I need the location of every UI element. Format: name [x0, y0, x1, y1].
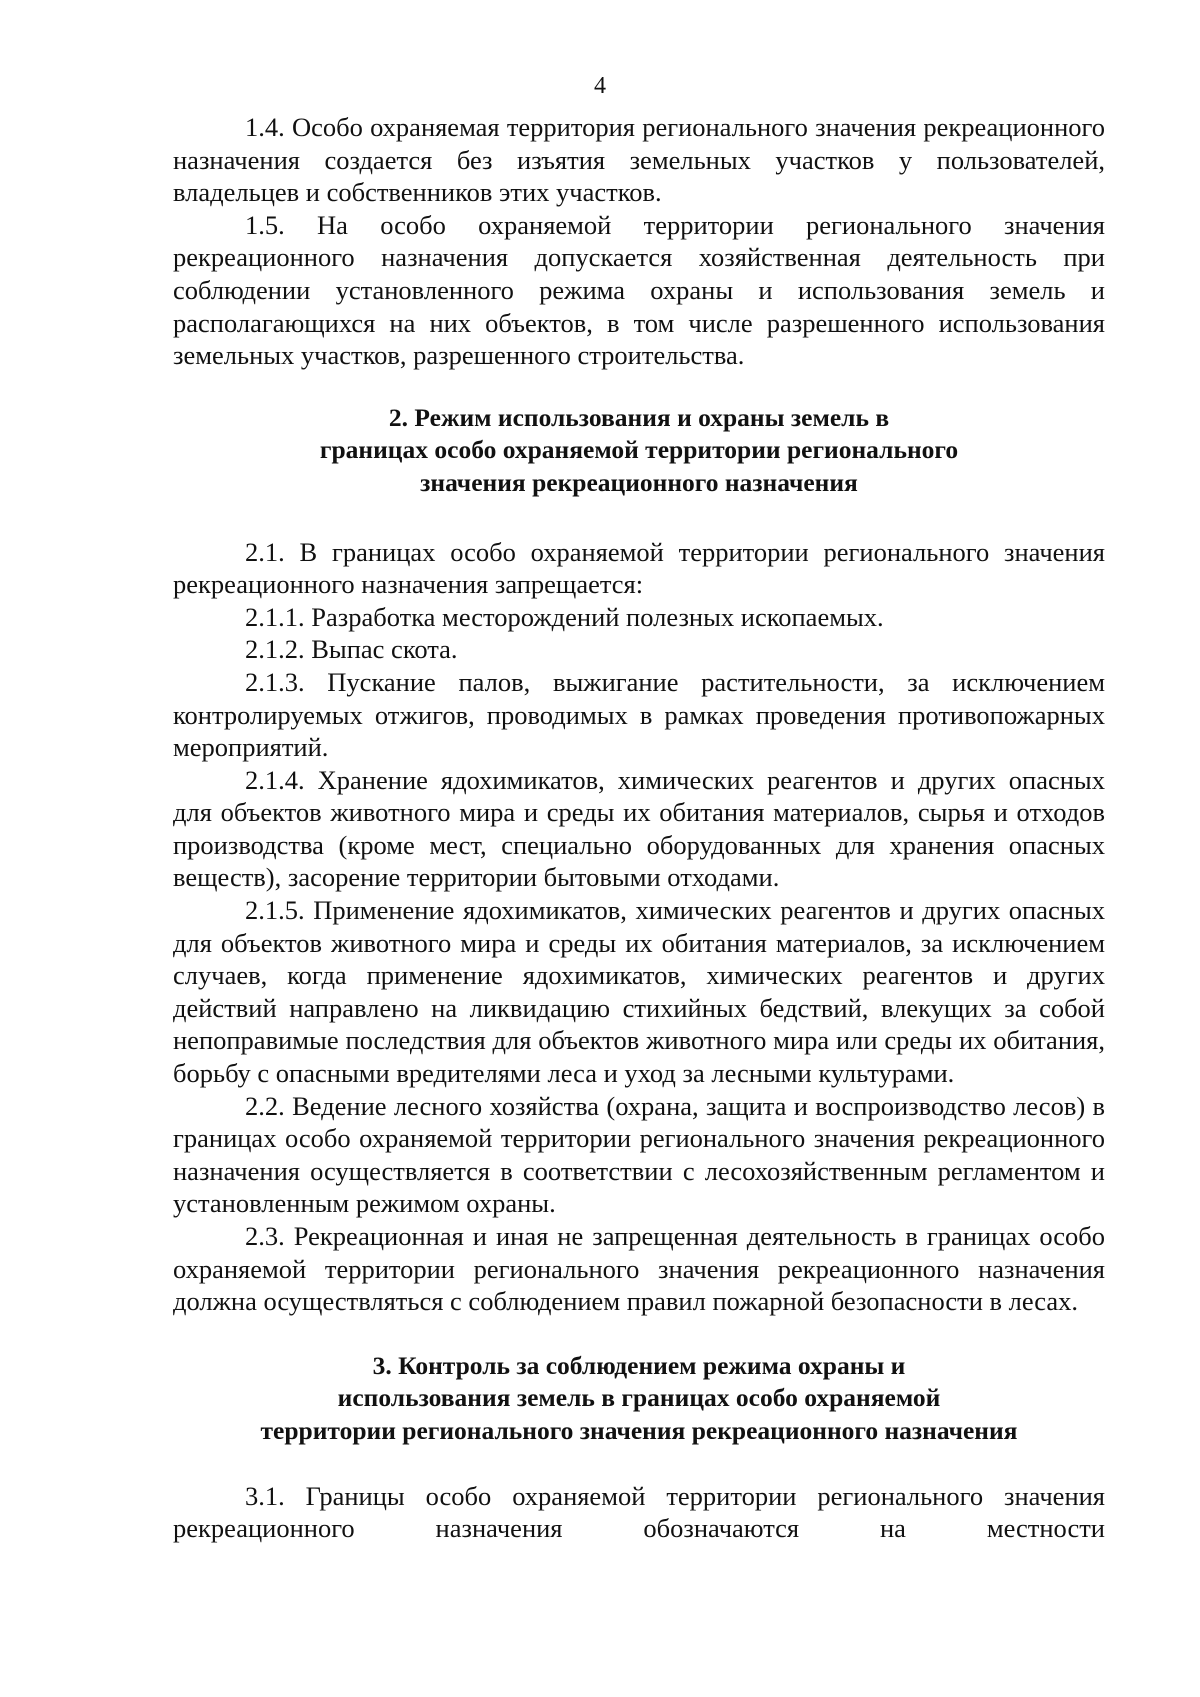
section-3-heading-line: территории регионального значения рекреационного назначения [260, 1415, 1018, 1445]
section-2-heading-line: значения рекреационного назначения [420, 467, 858, 497]
paragraph-2-1-2: 2.1.2. Выпас скота. [245, 634, 458, 665]
paragraph-2-1-5: 2.1.5. Применение ядохимикатов, химических реагентов и других опасных для объектов животного мира и среды их обитания материалов, за исключением случаев, когда применение ядохимикатов, химических реагентов и других действий направлено на ликвидацию стихийных бедствий, влекущих за собой непоправимые последствия для объектов животного мира или среды их обитания, борьбу с опасными вредителями леса и уход за лесными культурами. [173, 895, 1105, 1089]
paragraph-2-1: 2.1. В границах особо охраняемой территории регионального значения рекреационного назначения запрещается: [173, 536, 1105, 600]
paragraph-2-1-1: 2.1.1. Разработка месторождений полезных ископаемых. [245, 601, 884, 632]
section-3-heading [173, 1350, 1105, 1448]
section-3-heading-line: использования земель в границах особо охраняемой [337, 1383, 941, 1413]
paragraph-2-1-4: 2.1.4. Хранение ядохимикатов, химических реагентов и других опасных для объектов животного мира и среды их обитания материалов, сырья и отходов производства (кроме мест, специально оборудованных для хранения опасных веществ), засорение территории бытовыми отходами. [173, 764, 1105, 893]
document-body [173, 111, 1105, 1545]
section-2-heading [173, 402, 1105, 500]
paragraph-3-1: 3.1. Границы особо охраняемой территории регионального значения рекреационного назначения обозначаются на местности [173, 1480, 1105, 1544]
section-3-heading-line: 3. Контроль за соблюдением режима охраны и [372, 1350, 906, 1380]
page-number: 4 [594, 73, 606, 99]
paragraph-2-2: 2.2. Ведение лесного хозяйства (охрана, защита и воспроизводство лесов) в границах особо охраняемой территории регионального значения рекреационного назначения осуществляется в соответствии с лесохозяйственным регламентом и установленным режимом охраны. [173, 1090, 1105, 1219]
section-2-heading-line: границах особо охраняемой территории регионального [319, 435, 959, 465]
section-2-heading-line: 2. Режим использования и охраны земель в [388, 402, 890, 432]
paragraph-1-5: 1.5. На особо охраняемой территории регионального значения рекреационного назначения допускается хозяйственная деятельность при соблюдении установленного режима охраны и использования земель и располагающихся на них объектов, в том числе разрешенного использования земельных участков, разрешенного строительства. [173, 209, 1105, 371]
paragraph-2-1-3: 2.1.3. Пускание палов, выжигание растительности, за исключением контролируемых отжигов, проводимых в рамках проведения противопожарных мероприятий. [173, 666, 1105, 763]
paragraph-1-4: 1.4. Особо охраняемая территория регионального значения рекреационного назначения создается без изъятия земельных участков у пользователей, владельцев и собственников этих участков. [173, 112, 1105, 208]
paragraph-2-3: 2.3. Рекреационная и иная не запрещенная деятельность в границах особо охраняемой территории регионального значения рекреационного назначения должна осуществляться с соблюдением правил пожарной безопасности в лесах. [173, 1221, 1105, 1317]
